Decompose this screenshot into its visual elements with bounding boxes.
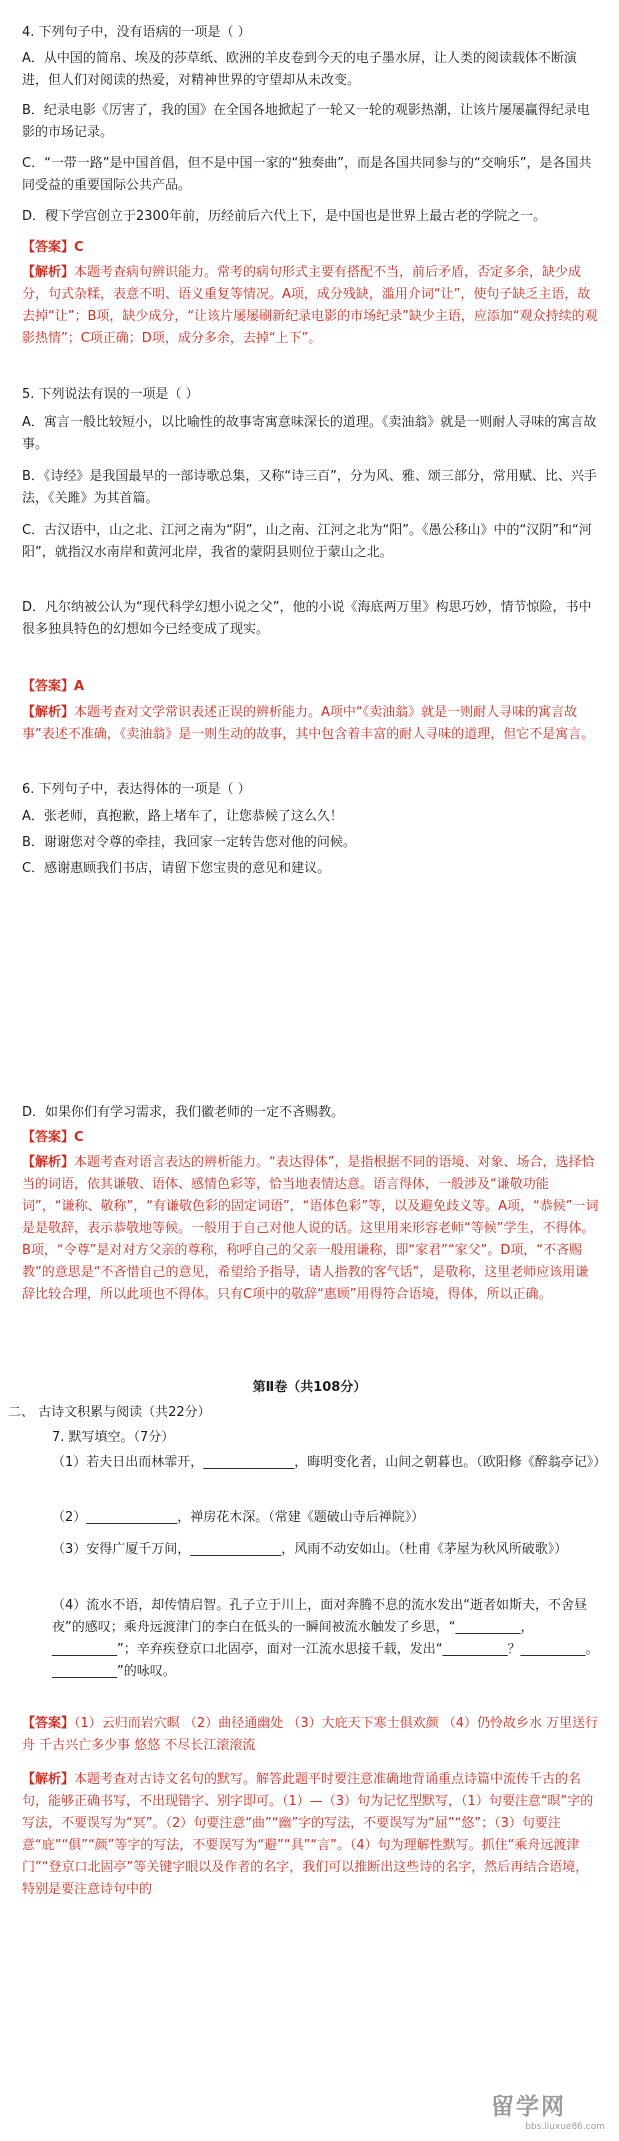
question-6-analysis — [22, 1152, 600, 1306]
question-7-item-4: （4）流水不语，却传情启智。孔子立于川上，面对奔腾不息的流水发出“逝者如斯夫，不舍昼夜”的感叹；乘舟远渡津门的李白在低头的一瞬间被流水触发了乡思，“__________，__________”；辛弃疾登京口北固亭，面对一江流水思接千载，发出“__________？__________。__________”的咏叹。 — [52, 1598, 599, 1679]
question-5-option-b: B．《诗经》是我国最早的一部诗歌总集，又称“诗三百”，分为风、雅、颂三部分，常用赋、比、兴手法，《关雎》为其首篇。 — [22, 469, 597, 506]
analysis-text: 本题考查对文学常识表述正误的辨析能力。A项中“《卖油翁》就是一则耐人寻味的寓言故事”表述不准确，《卖油翁》是一则生动的故事，其中包含着丰富的耐人寻味的道理，但它不是寓言。 — [22, 705, 595, 742]
question-7-item-2: （2）______________，禅房花木深。（常建《题破山寺后禅院》） — [52, 1510, 425, 1525]
question-4-analysis — [22, 262, 600, 350]
question-5-option-a: A．寓言一般比较短小，以比喻性的故事寄寓意味深长的道理。《卖油翁》就是一则耐人寻味的寓言故事。 — [22, 415, 597, 452]
question-6-stem: 6. 下列句子中，表达得体的一项是（ ） — [22, 782, 251, 797]
question-6-option-a: A．张老师，真抱歉，路上堵车了，让您恭候了这么久！ — [22, 809, 343, 824]
analysis-text: 本题考查病句辨识能力。常考的病句形式主要有搭配不当，前后矛盾，否定多余，缺少成分，句式杂糅，表意不明、语义重复等情况。A项，成分残缺，滥用介词“让”，使句子缺乏主语，故去掉“让”；B项，缺少成分，“让该片屡屡刷新纪录电影的市场纪录”缺少主语，应添加“观众持续的观影热情”；C项正确；D项，成分多余，去掉“上下”。 — [22, 265, 598, 346]
watermark-url: bbs.liuxue86.com — [525, 2122, 605, 2132]
analysis-tag: 【解析】 — [22, 265, 75, 280]
site-watermark — [491, 2093, 609, 2137]
answer-text: （1）云归而岩穴暝 （2）曲径通幽处 （3）大庇天下寒士俱欢颜 （4）仍怜故乡水 万里送行舟 千古兴亡多少事 悠悠 不尽长江滚滚流 — [22, 1716, 599, 1753]
analysis-tag: 【解析】 — [22, 1155, 75, 1170]
section-2-heading: 二、 古诗文积累与阅读（共22分） — [8, 1405, 211, 1420]
question-5-option-d: D．凡尔纳被公认为“现代科学幻想小说之父”，他的小说《海底两万里》构思巧妙，情节惊险，书中很多独具特色的幻想如今已经变成了现实。 — [22, 600, 592, 637]
analysis-tag: 【解析】 — [22, 705, 75, 720]
question-5-option-c: C．古汉语中，山之北、江河之南为“阴”，山之南、江河之北为“阳”。《愚公移山》中的“汉阴”和“河阳”，就指汉水南岸和黄河北岸，我省的蒙阴县则位于蒙山之北。 — [22, 523, 592, 560]
question-7-answer — [22, 1713, 600, 1757]
question-5-analysis — [22, 702, 600, 746]
question-5-stem: 5. 下列说法有误的一项是（ ） — [22, 387, 199, 402]
question-4-option-a: A．从中国的简帛、埃及的莎草纸、欧洲的羊皮卷到今天的电子墨水屏，让人类的阅读载体不断演进，但人们对阅读的热爱，对精神世界的守望却从未改变。 — [22, 51, 577, 88]
question-4-option-d: D．稷下学宫创立于2300年前，历经前后六代上下，是中国也是世界上最古老的学院之一。 — [22, 209, 547, 224]
question-6-option-b: B．谢谢您对令尊的牵挂，我回家一定转告您对他的问候。 — [22, 835, 356, 850]
section-2-title: 第Ⅱ卷（共108分） — [252, 1380, 367, 1395]
question-6-option-d: D．如果你们有学习需求，我们徽老师的一定不吝赐教。 — [22, 1105, 345, 1120]
question-7-stem: 7. 默写填空。（7分） — [52, 1430, 175, 1445]
watermark-logo-text: 留学网 — [491, 2094, 566, 2120]
question-7-item-1: （1）若夫日出而林霏开，______________，晦明变化者，山间之朝暮也。（欧阳修《醉翁亭记》） — [52, 1455, 607, 1470]
question-4-answer: 【答案】C — [22, 240, 84, 255]
analysis-text: 本题考查对古诗文名句的默写。解答此题平时要注意准确地背诵重点诗篇中流传千古的名句，能够正确书写，不出现错字、别字即可。（1）—（3）句为记忆型默写，（1）句要注意“暝”字的写法，不要误写为“冥”。（2）句要注意“曲”“幽”字的写法，不要误写为“屈”“悠”；（3）句要注意“庇”“俱”“颜”等字的写法，不要误写为“避”“具”“言”。（4）句为理解性默写。抓住“乘舟远渡津门”“登京口北固亭”等关键字眼以及作者的名字，我们可以推断出这些诗的名字，然后再结合语境，特别是要注意诗句中的 — [22, 1772, 594, 1897]
answer-tag: 【答案】 — [22, 1716, 75, 1731]
question-4-option-b: B．纪录电影《厉害了，我的国》在全国各地掀起了一轮又一轮的观影热潮，让该片屡屡赢得纪录电影的市场记录。 — [22, 103, 590, 140]
analysis-text: 本题考查对语言表达的辨析能力。“表达得体”，是指根据不同的语境、对象、场合，选择恰当的词语，依其谦敬、语体、感情色彩等，恰当地表情达意。语言得体，一般涉及“谦敬功能词”，“谦称、敬称”，“有谦敬色彩的固定词语”，“语体色彩”等，以及避免歧义等。A项，“恭候”一词是是敬辞，表示恭敬地等候。一般用于自己对他人说的话。这里用来形容老师“等候”学生，不得体。B项，“令尊”是对对方父亲的尊称，称呼自己的父亲一般用谦称，即“家君”“家父”。D项，“不吝赐教”的意思是“不吝惜自己的意见，希望给予指导，请人指教的客气话”，是敬称，这里老师应该用谦辞比较合理，所以此项也不得体。只有C项中的敬辞“惠顾”用得符合语境，得体，所以正确。 — [22, 1155, 599, 1302]
question-6-option-c: C．感谢惠顾我们书店，请留下您宝贵的意见和建议。 — [22, 861, 331, 876]
question-6-answer: 【答案】C — [22, 1130, 84, 1145]
question-5-answer: 【答案】A — [22, 679, 85, 694]
analysis-tag: 【解析】 — [22, 1772, 75, 1787]
question-4-stem: 4. 下列句子中，没有语病的一项是（ ） — [22, 25, 251, 40]
question-4-option-c: C．“一带一路”是中国首倡，但不是中国一家的“独奏曲”，而是各国共同参与的“交响乐”，是各国共同受益的重要国际公共产品。 — [22, 156, 592, 193]
question-7-analysis — [22, 1769, 600, 1901]
question-7-item-3: （3）安得广厦千万间，______________，风雨不动安如山。（杜甫《茅屋为秋风所破歌》） — [52, 1542, 568, 1557]
